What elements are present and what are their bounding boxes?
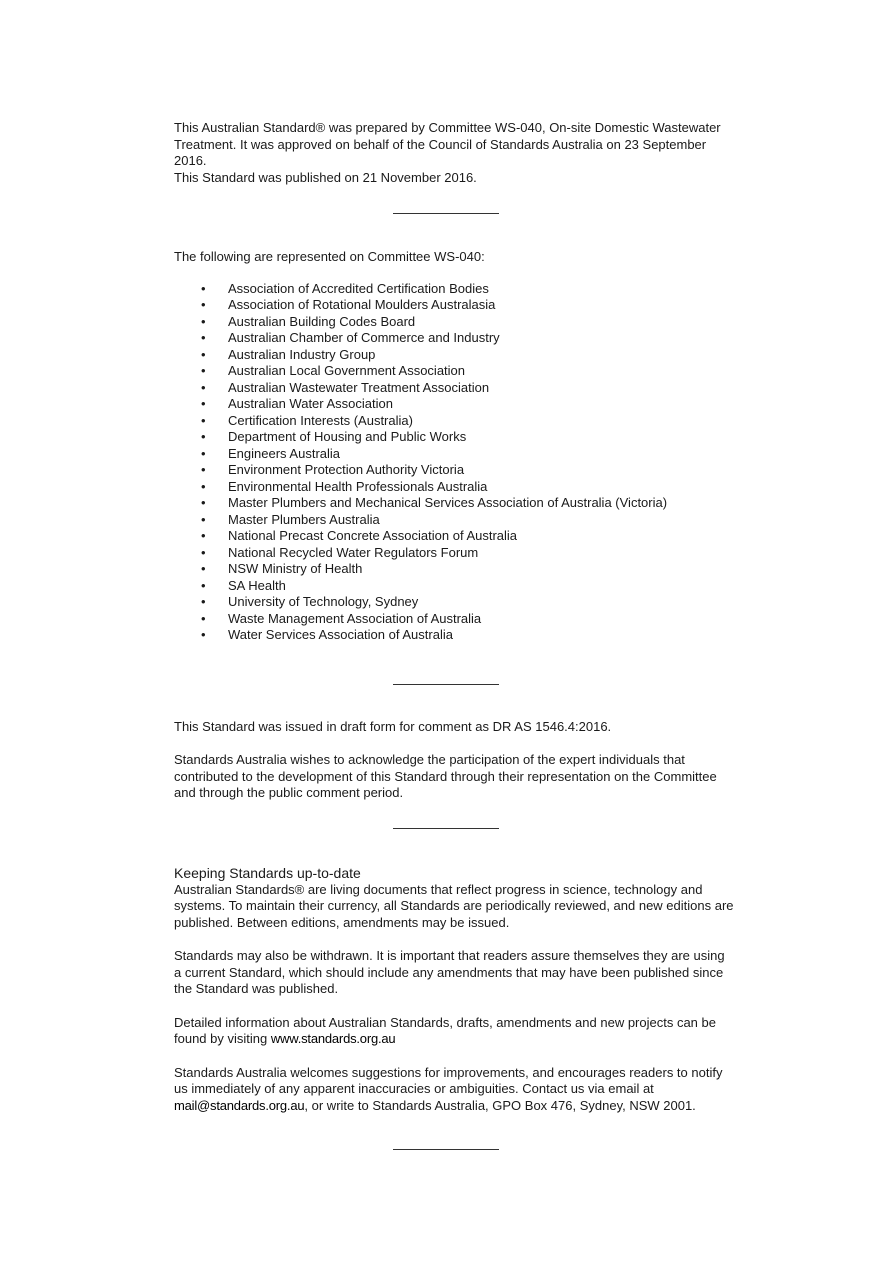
list-item: • Certification Interests (Australia) [174, 413, 734, 430]
intro-published-text: This Standard was published on 21 November 2016. [174, 169, 477, 185]
uptodate-paragraph-4 [174, 1065, 734, 1115]
uptodate-paragraph-4-address: , or write to Standards Australia, GPO Box 476, Sydney, NSW 2001. [304, 1097, 696, 1113]
intro-approval-text: This Australian Standard® was prepared by Committee WS-040, On-site Domestic Wastewater Treatment. It was approved on behalf of the Council of Standards Australia on 23 September 2016. [174, 120, 721, 168]
list-item: • Australian Wastewater Treatment Association [174, 380, 734, 397]
section-divider [393, 213, 499, 214]
acknowledgement-text: Standards Australia wishes to acknowledge the participation of the expert individuals that contributed to the development of this Standard through their representation on the Committee and through the public comment period. [174, 752, 717, 800]
uptodate-paragraph-2: Standards may also be withdrawn. It is important that readers assure themselves they are using a current Standard, which should include any amendments that may have been published since the Standard was published. [174, 948, 725, 996]
contact-email-link[interactable]: mail@standards.org.au [174, 1097, 305, 1113]
list-item: • Engineers Australia [174, 446, 734, 463]
committee-member-list [174, 281, 734, 644]
list-item: • Department of Housing and Public Works [174, 429, 734, 446]
list-item: • Master Plumbers Australia [174, 512, 734, 529]
list-item: • Master Plumbers and Mechanical Services Association of Australia (Victoria) [174, 495, 734, 512]
uptodate-paragraph-3 [174, 1015, 734, 1048]
uptodate-heading: Keeping Standards up-to-date [174, 864, 361, 881]
section-divider [393, 684, 499, 685]
list-item: • Australian Chamber of Commerce and Industry [174, 330, 734, 347]
list-item: • Australian Local Government Association [174, 363, 734, 380]
intro-block [174, 120, 734, 186]
committee-heading: The following are represented on Committee WS-040: [174, 249, 485, 264]
list-item: • National Recycled Water Regulators Forum [174, 545, 734, 562]
list-item: • Australian Water Association [174, 396, 734, 413]
list-item: • Waste Management Association of Australia [174, 611, 734, 628]
list-item: • NSW Ministry of Health [174, 561, 734, 578]
list-item: • Environment Protection Authority Victoria [174, 462, 734, 479]
section-divider [393, 1149, 499, 1150]
section-divider [393, 828, 499, 829]
document-page [174, 120, 734, 1150]
list-item: • Australian Building Codes Board [174, 314, 734, 331]
list-item: • University of Technology, Sydney [174, 594, 734, 611]
uptodate-paragraph-1: Australian Standards® are living documents that reflect progress in science, technology and systems. To maintain their currency, all Standards are periodically reviewed, and new editions are published. Between editions, amendments may be issued. [174, 881, 734, 930]
list-item: • National Precast Concrete Association of Australia [174, 528, 734, 545]
list-item: • SA Health [174, 578, 734, 595]
list-item: • Association of Accredited Certification Bodies [174, 281, 734, 298]
list-item: • Association of Rotational Moulders Australasia [174, 297, 734, 314]
draft-issued-text: This Standard was issued in draft form for comment as DR AS 1546.4:2016. [174, 718, 612, 734]
list-item: • Environmental Health Professionals Australia [174, 479, 734, 496]
list-item: • Australian Industry Group [174, 347, 734, 364]
uptodate-paragraph-4-text: Standards Australia welcomes suggestions for improvements, and encourages readers to notify us immediately of any apparent inaccuracies or ambiguities. Contact us via email at [174, 1064, 723, 1096]
uptodate-paragraph-3-text: Detailed information about Australian Standards, drafts, amendments and new projects can be found by visiting [174, 1014, 716, 1046]
list-item: • Water Services Association of Australia [174, 627, 734, 644]
standards-website-link[interactable]: www.standards.org.au [270, 1031, 396, 1046]
